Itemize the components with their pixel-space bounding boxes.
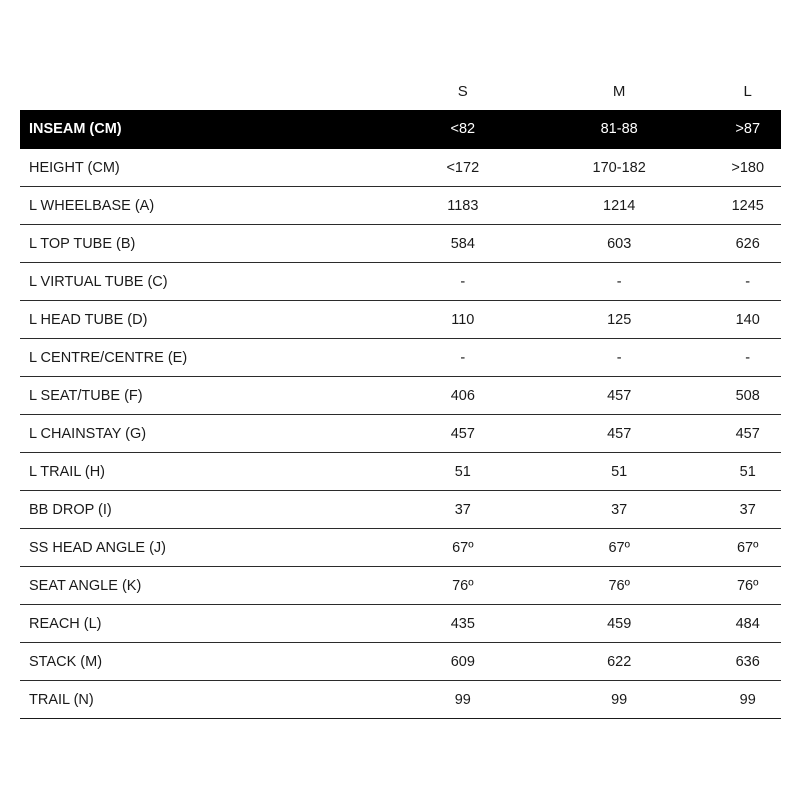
row-label: TRAIL (N) <box>29 691 94 708</box>
value-cell-s: 51 <box>454 463 471 480</box>
value-cell-m: 67º <box>608 539 630 556</box>
value-cell-s: - <box>460 273 466 290</box>
value-cell-m: 622 <box>607 653 632 670</box>
value-cell-m: 170-182 <box>592 159 646 176</box>
row-label: L VIRTUAL TUBE (C) <box>29 273 168 290</box>
table-row <box>20 681 781 719</box>
table-row <box>20 605 781 643</box>
value-cell-l: 76º <box>736 577 759 594</box>
table-row <box>20 225 781 263</box>
value-cell-m: 459 <box>607 615 632 632</box>
table-row <box>20 301 781 339</box>
row-label: L WHEELBASE (A) <box>29 197 155 214</box>
row-label: L HEAD TUBE (D) <box>29 311 148 328</box>
row-label: STACK (M) <box>29 653 103 670</box>
row-label: L CENTRE/CENTRE (E) <box>29 349 188 366</box>
value-cell-l: 51 <box>739 463 756 480</box>
value-cell-l: 67º <box>736 539 759 556</box>
value-cell-s: 37 <box>454 501 471 518</box>
value-cell-l: 636 <box>735 653 760 670</box>
row-label: INSEAM (CM) <box>29 121 122 137</box>
value-cell-l: 37 <box>739 501 756 518</box>
table-row <box>20 491 781 529</box>
value-cell-m: - <box>616 273 622 290</box>
value-cell-m: 99 <box>611 691 628 708</box>
value-cell-s: 110 <box>451 311 475 328</box>
value-cell-m: 603 <box>607 235 632 252</box>
table-row <box>20 263 781 301</box>
value-cell-m: 37 <box>611 501 628 518</box>
row-label: BB DROP (I) <box>29 501 112 518</box>
value-cell-l: 626 <box>735 235 760 252</box>
row-label: L CHAINSTAY (G) <box>29 425 147 442</box>
size-m-header: M <box>612 82 626 100</box>
value-cell-s: 76º <box>452 577 474 594</box>
value-cell-s: - <box>460 349 466 366</box>
value-cell-s: 67º <box>452 539 474 556</box>
value-cell-l: 99 <box>739 691 756 708</box>
value-cell-m: 1214 <box>603 197 636 214</box>
value-cell-s: 1183 <box>447 197 479 214</box>
value-cell-l: 140 <box>735 311 760 328</box>
value-cell-m: 51 <box>611 463 628 480</box>
value-cell-s: <172 <box>446 159 480 176</box>
value-cell-m: 125 <box>607 311 632 328</box>
value-cell-s: 99 <box>454 691 471 708</box>
table-row <box>20 415 781 453</box>
row-label: L TRAIL (H) <box>29 463 106 480</box>
value-cell-l: 508 <box>735 387 760 404</box>
size-s-header: S <box>457 82 468 100</box>
value-cell-m: - <box>616 349 622 366</box>
value-cell-s: 457 <box>450 425 475 442</box>
table-row <box>20 187 781 225</box>
value-cell-s: 584 <box>450 235 475 252</box>
size-header-row <box>20 72 781 110</box>
row-label: HEIGHT (CM) <box>29 159 120 176</box>
row-label: REACH (L) <box>29 615 102 632</box>
value-cell-m: 76º <box>608 577 630 594</box>
table-row <box>20 567 781 605</box>
table-row <box>20 110 781 149</box>
table-row <box>20 149 781 187</box>
table-body <box>20 110 781 719</box>
value-cell-m: 81-88 <box>600 121 638 137</box>
value-cell-m: 457 <box>607 387 632 404</box>
value-cell-s: 435 <box>450 615 475 632</box>
table-row <box>20 453 781 491</box>
value-cell-l: 1245 <box>731 197 764 214</box>
row-label: L TOP TUBE (B) <box>29 235 136 252</box>
table-row <box>20 377 781 415</box>
value-cell-s: <82 <box>450 121 476 137</box>
size-l-header: L <box>743 82 752 100</box>
value-cell-m: 457 <box>607 425 632 442</box>
geometry-table <box>20 72 781 719</box>
row-label: L SEAT/TUBE (F) <box>29 387 143 404</box>
value-cell-l: >87 <box>735 121 761 137</box>
value-cell-s: 609 <box>450 653 475 670</box>
table-row <box>20 339 781 377</box>
value-cell-s: 406 <box>450 387 475 404</box>
table-row <box>20 643 781 681</box>
value-cell-l: 484 <box>735 615 760 632</box>
value-cell-l: - <box>745 273 751 290</box>
row-label: SEAT ANGLE (K) <box>29 577 142 594</box>
row-label: SS HEAD ANGLE (J) <box>29 539 166 556</box>
value-cell-l: >180 <box>731 159 765 176</box>
table-row <box>20 529 781 567</box>
value-cell-l: 457 <box>735 425 760 442</box>
value-cell-l: - <box>745 349 751 366</box>
